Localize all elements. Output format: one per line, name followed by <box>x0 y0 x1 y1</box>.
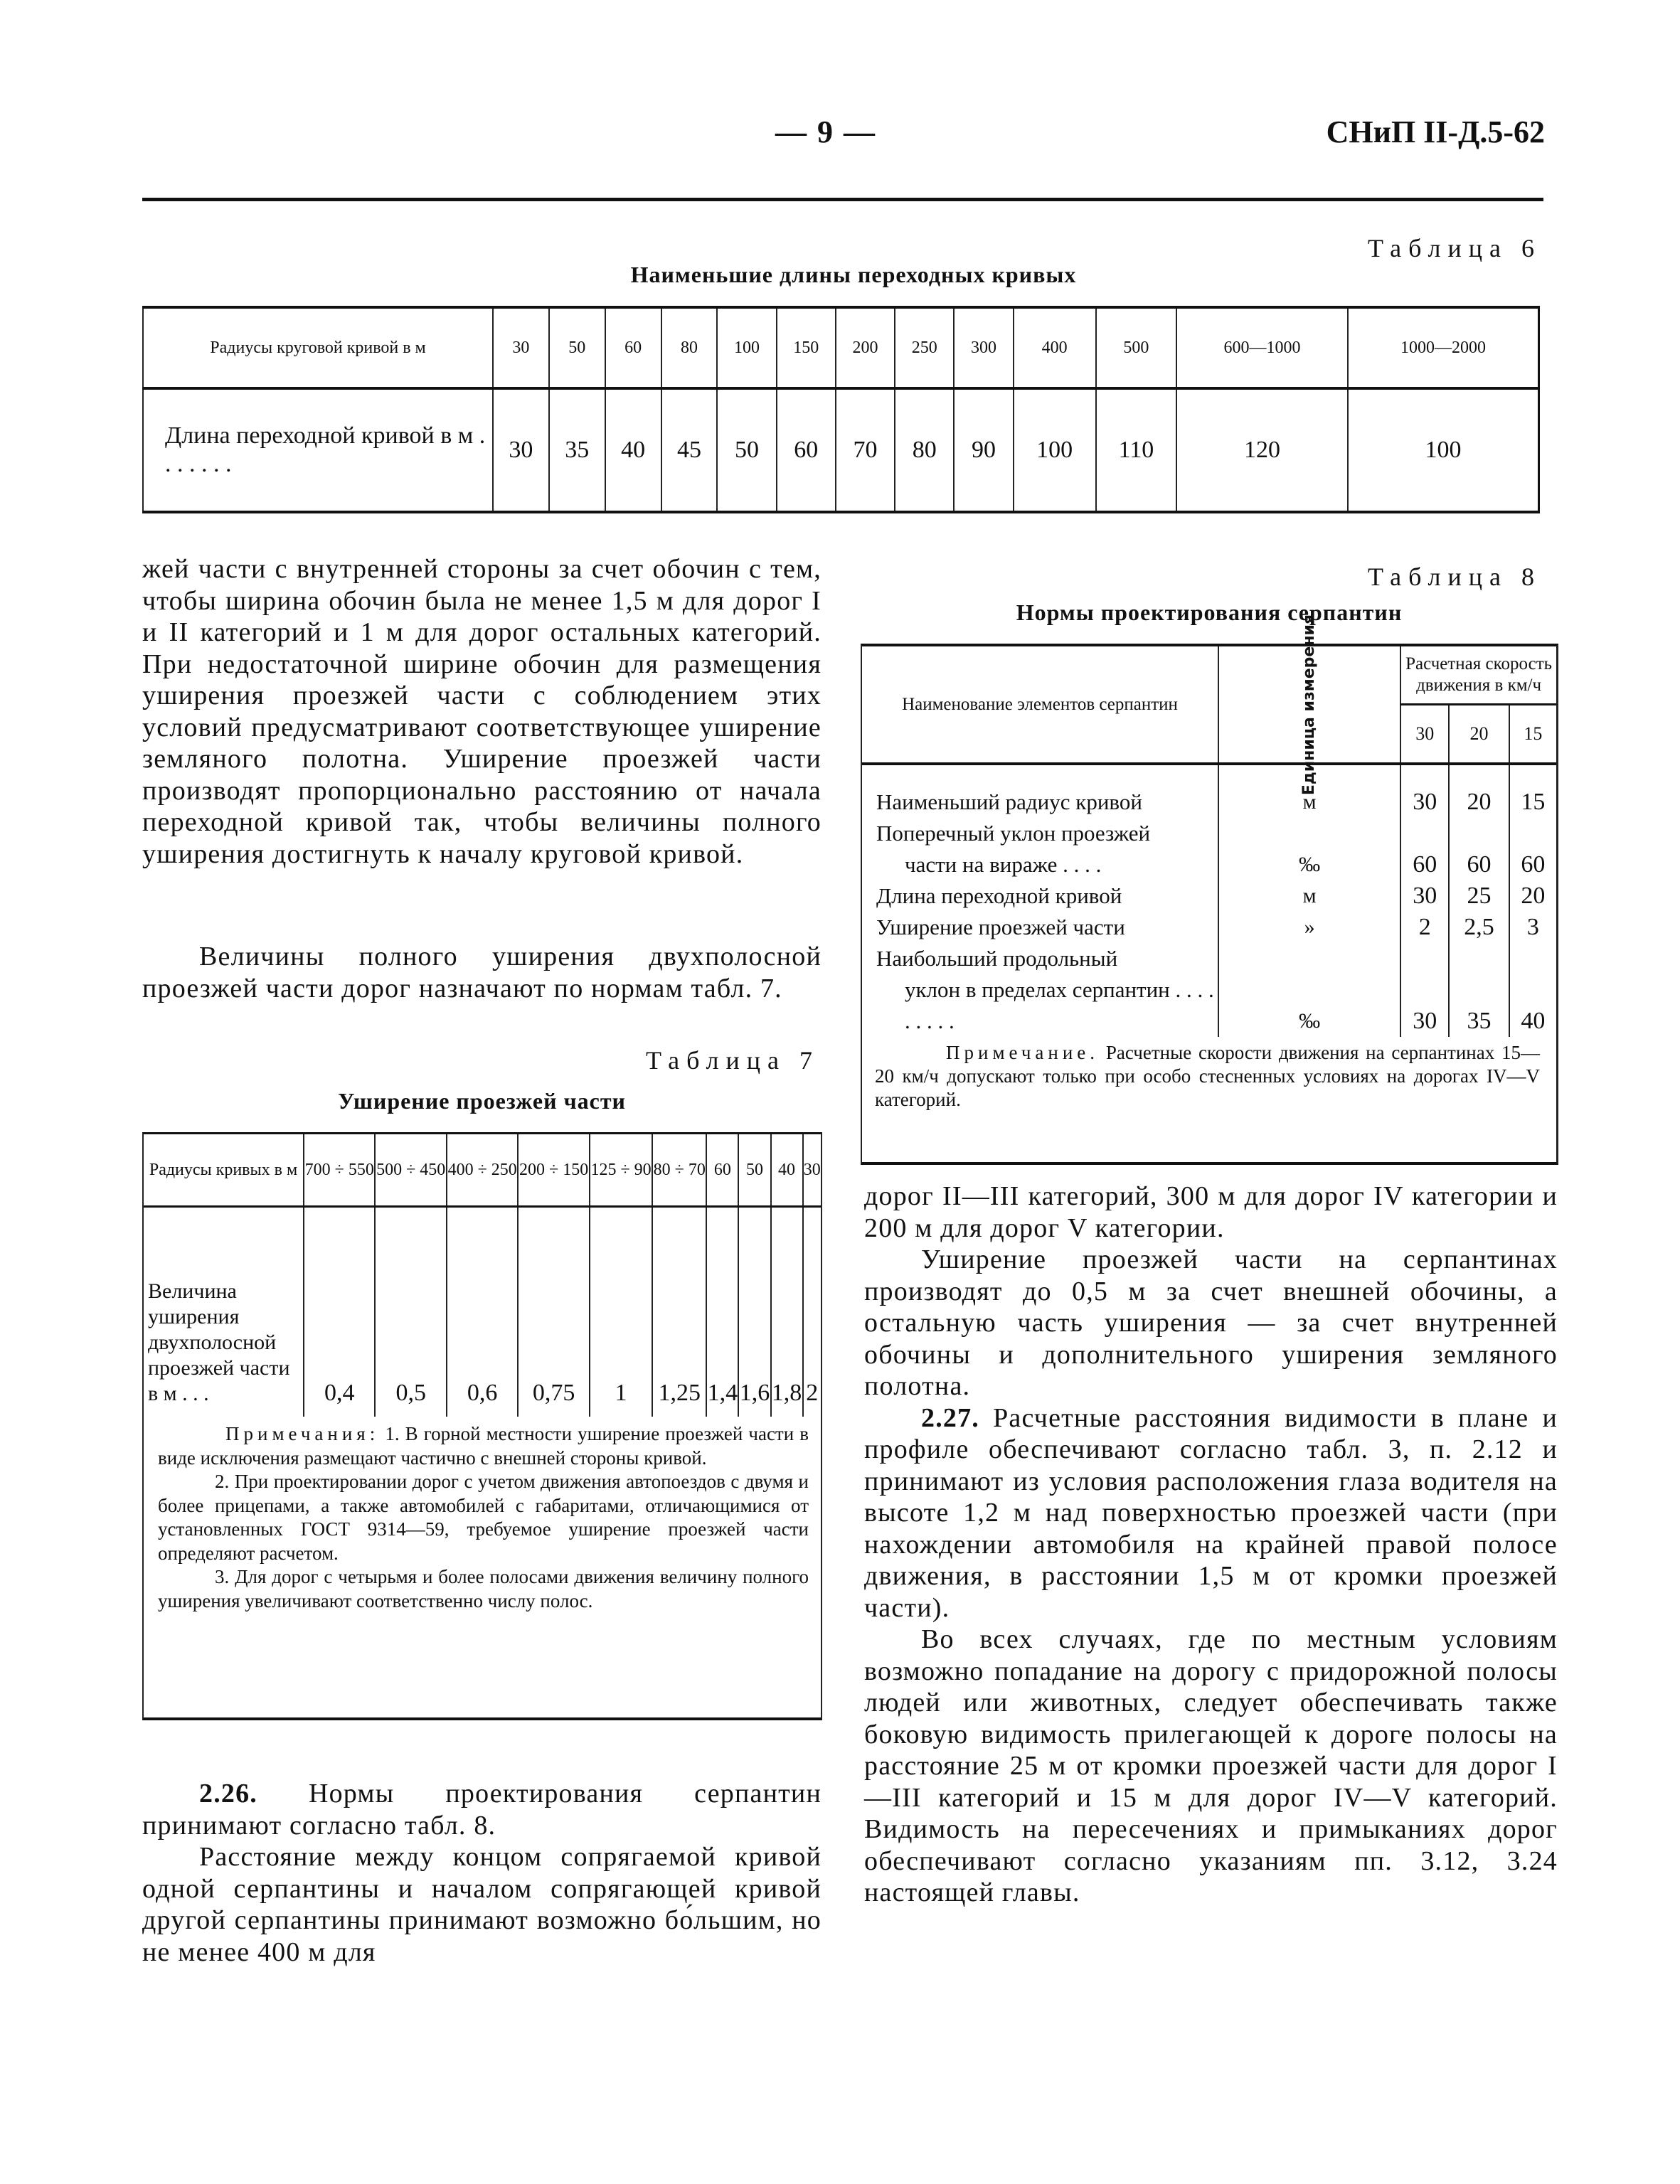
table8-value: 60 <box>1400 818 1449 880</box>
table6-radius-cell: 400 <box>1014 307 1096 388</box>
table8-row-name: Уширение проезжей части <box>862 912 1218 943</box>
table8-row-unit: м <box>1218 880 1400 912</box>
table7-note <box>158 1422 809 1470</box>
table6-length-cell: 120 <box>1176 388 1348 512</box>
unit-header-text: Единица измерения <box>1300 614 1319 796</box>
table8-row-unit: ‰ <box>1218 943 1400 1037</box>
table6-radius-cell: 250 <box>895 307 954 388</box>
table8-row <box>862 880 1556 912</box>
table7-radius-cell: 50 <box>738 1134 770 1207</box>
table6-radius-cell: 60 <box>605 307 661 388</box>
table6-length-cell: 50 <box>717 388 776 512</box>
table8-value: 2 <box>1400 912 1449 943</box>
section-2-27-text: Расчетные расстояния видимости в плане и профиле обеспечивают согласно табл. 3, п. 2.12 и принимают из условия расположения глаза водителя на высоте 1,2 м над поверхностью проезжей части (при нахождении автомобиля на крайней правой полосе движения, в расстоянии 1,5 м от кромки проезжей части). <box>864 1402 1558 1623</box>
table6-length-cell: 80 <box>895 388 954 512</box>
table7-note: 3. Для дорог с четырьмя и более полосами движения величину полного уширения увеличивают соответственно числу полос. <box>158 1566 809 1612</box>
table8-value: 20 <box>1521 883 1546 909</box>
table8-speed-cell: 20 <box>1449 705 1509 765</box>
paragraph-text: Величины полного уширения двухполосной проезжей части дорог назначают по нормам табл. 7. <box>142 942 822 1003</box>
table8-value: 35 <box>1449 943 1509 1037</box>
table6-radius-cell: 600—1000 <box>1176 307 1348 388</box>
table7-radius-cell: 125 ÷ 90 <box>590 1134 652 1207</box>
table7-widening-cell: 0,75 <box>518 1207 589 1417</box>
table8-col-unit <box>1218 614 1400 796</box>
table8-label: Таблица 8 <box>1368 563 1541 591</box>
table6-radius-cell: 100 <box>717 307 776 388</box>
note-text: 1. В горной местности уширение проезжей части в виде исключения размещают частично с внешней стороны кривой. <box>158 1423 809 1469</box>
table7-radius-cell: 30 <box>803 1134 821 1207</box>
table6-title: Наименьшие длины переходных кривых <box>630 262 1077 287</box>
table8-value: 15 <box>1521 789 1546 815</box>
table8-value: 25 <box>1449 880 1509 912</box>
table7-radius-cell: 60 <box>706 1134 738 1207</box>
table7-note: 2. При проектировании дорог с учетом движения автопоездов с двумя и более прицепами, а также автомобилей с габаритами, отличающимися от установленных ГОСТ 9314—59, требуемое уширение проезжей части определяют расчетом. <box>158 1471 809 1564</box>
document-code: СНиП II-Д.5-62 <box>1326 114 1545 149</box>
table8-speed-cell: 15 <box>1509 705 1556 765</box>
table6-radius-cell: 1000—2000 <box>1348 307 1538 388</box>
table6-label: Таблица 6 <box>1368 234 1541 262</box>
table6-length-cell: 110 <box>1096 388 1176 512</box>
table6-radius-cell: 500 <box>1096 307 1176 388</box>
table7-row-header: Величина уширения двухполосной проезжей части в м . . . <box>148 1279 290 1405</box>
table8-row-unit: » <box>1218 912 1400 943</box>
section-number: 2.26. <box>199 1779 257 1809</box>
table7-header-row <box>144 1134 821 1207</box>
table6-row-header: Длина переходной кривой в м . . . . . . . <box>143 388 493 512</box>
table6 <box>142 306 1540 513</box>
table6-length-cell: 35 <box>549 388 605 512</box>
table8-value: 2,5 <box>1449 912 1509 943</box>
section-number: 2.27. <box>921 1402 979 1433</box>
table6-header-row <box>143 307 1539 388</box>
table8-value: 3 <box>1526 914 1539 940</box>
table6-length-cell: 40 <box>605 388 661 512</box>
table6-length-cell: 70 <box>836 388 895 512</box>
table8-row-unit: ‰ <box>1218 818 1400 880</box>
table6-radius-cell: 150 <box>777 307 836 388</box>
table8-value: 30 <box>1400 787 1449 818</box>
table7-widening-row <box>144 1207 821 1417</box>
table6-radius-cell: 50 <box>549 307 605 388</box>
table6-radius-cell: 200 <box>836 307 895 388</box>
table8-grid <box>862 614 1556 1037</box>
table7-widening-cell: 2 <box>803 1207 821 1417</box>
table6-length-cell: 100 <box>1014 388 1096 512</box>
table7-widening-cell: 0,6 <box>447 1207 518 1417</box>
table7-row-header: Радиусы кривых в м <box>149 1161 298 1179</box>
paragraph-widening: жей части с внутренней стороны за счет обочин с тем, чтобы ширина обочин была не менее 1,5 м для дорог I и II категорий и 1 м для дорог остальных категорий. При недостаточной ширине обочин для размещения уширения проезжей части с соблюдением этих условий предусматривают соответствующее уширение земляного полотна. Уширение проезжей части производят пропорционально расстоянию от начала переходной кривой так, чтобы величины полного уширения достигнуть к началу круговой кривой. <box>142 554 822 869</box>
paragraph-serpentine-widening: Уширение проезжей части на серпантинах производят до 0,5 м за счет внешней обочины, а остальную часть уширения — за счет внутренней обочины и дополнительного уширения земляного полотна. <box>864 1245 1558 1401</box>
table6-length-cell: 60 <box>777 388 836 512</box>
table7-radius-cell: 400 ÷ 250 <box>447 1134 518 1207</box>
table7-widening-cell: 1,25 <box>652 1207 706 1417</box>
table7-radius-cell: 700 ÷ 550 <box>304 1134 375 1207</box>
table6-length-cell: 45 <box>661 388 718 512</box>
table8-col-speed: Расчетная скорость движения в км/ч <box>1400 646 1556 705</box>
table8-row-unit: м <box>1218 787 1400 818</box>
table6-radius-cell: 300 <box>954 307 1013 388</box>
note-label: Примечание. <box>946 1042 1100 1063</box>
page-number: — 9 — <box>775 114 876 149</box>
table8-speed-cell: 30 <box>1415 723 1435 744</box>
section-text: Нормы проектирования серпантин принимают согласно табл. 8. <box>142 1779 822 1841</box>
table8-row <box>862 943 1556 1037</box>
table8-row <box>862 787 1556 818</box>
table6-row-header: Радиусы круговой кривой в м <box>143 307 493 388</box>
table8-title: Нормы проектирования серпантин <box>1016 600 1403 625</box>
table7-widening-cell: 0,5 <box>375 1207 446 1417</box>
table8-note <box>875 1041 1540 1112</box>
table7-label: Таблица 7 <box>646 1046 819 1075</box>
note-text: Расчетные скорости движения на серпантинах 15—20 км/ч допускают только при особо стесненных условиях на дорогах IV—V категорий. <box>875 1042 1540 1110</box>
paragraph-full-widening <box>142 941 822 1004</box>
table7-notes <box>158 1422 809 1613</box>
paragraph-continuation: дорог II—III категорий, 300 м для дорог IV категории и 200 м для дорог V категории. <box>864 1181 1558 1243</box>
table6-length-cell: 90 <box>954 388 1013 512</box>
table6-radius-cell: 30 <box>493 307 549 388</box>
table8-value: 30 <box>1400 880 1449 912</box>
table8 <box>861 614 1558 1165</box>
header-rule <box>142 198 1543 201</box>
table6-length-cell: 100 <box>1348 388 1538 512</box>
table7-widening-cell: 1 <box>590 1207 652 1417</box>
table8-row <box>862 818 1556 880</box>
table7-radius-cell: 200 ÷ 150 <box>518 1134 589 1207</box>
table6-radius-cell: 80 <box>661 307 718 388</box>
table8-row <box>862 912 1556 943</box>
table8-value: 60 <box>1521 851 1546 878</box>
table8-row-name: Наименьший радиус кривой <box>862 787 1218 818</box>
table7-radius-cell: 500 ÷ 450 <box>375 1134 446 1207</box>
table7-title: Уширение проезжей части <box>338 1088 626 1114</box>
table7 <box>142 1132 822 1720</box>
paragraph-serpentine-distance: Расстояние между концом сопрягаемой кривой одной серпантины и началом сопрягающей кривой другой серпантины принимают возможно бо́льшим, но не менее 400 м для <box>142 1842 822 1967</box>
table6-length-cell: 30 <box>493 388 549 512</box>
table8-value: 20 <box>1449 787 1509 818</box>
table8-col-name: Наименование элементов серпантин <box>862 646 1218 764</box>
table7-grid <box>144 1134 821 1417</box>
table8-row-name: Поперечный уклон проезжей части на вираже . . . . <box>862 818 1218 880</box>
table8-value: 30 <box>1400 943 1449 1037</box>
table7-widening-cell: 1,8 <box>771 1207 803 1417</box>
right-column-text <box>864 1181 1558 1909</box>
table7-radius-cell: 40 <box>771 1134 803 1207</box>
table6-lengths-row <box>143 388 1539 512</box>
table7-widening-cell: 1,4 <box>706 1207 738 1417</box>
section-2-26 <box>142 1778 822 1968</box>
table7-widening-cell: 0,4 <box>304 1207 375 1417</box>
table8-value: 40 <box>1521 1008 1546 1034</box>
table8-row-name: Длина переходной кривой <box>862 880 1218 912</box>
paragraph-side-visibility: Во всех случаях, где по местным условиям возможно попадание на дорогу с придорожной полосы людей или животных, следует обеспечивать также боковую видимость прилегающей к дороге полосы на расстояние 25 м от кромки проезжей части для дорог I—III категорий и 15 м для дорог IV—V категорий. Видимость на пересечениях и примыканиях дорог обеспечивают согласно указаниям пп. 3.12, 3.24 настоящей главы. <box>864 1624 1558 1907</box>
table7-radius-cell: 80 ÷ 70 <box>652 1134 706 1207</box>
table8-header-row <box>862 646 1556 705</box>
table7-widening-cell: 1,6 <box>738 1207 770 1417</box>
table8-value: 60 <box>1449 818 1509 880</box>
notes-label: Примечания: <box>225 1423 380 1444</box>
table8-row-name: Наибольший продольный уклон в пределах серпантин . . . . . . . . . <box>862 943 1218 1037</box>
